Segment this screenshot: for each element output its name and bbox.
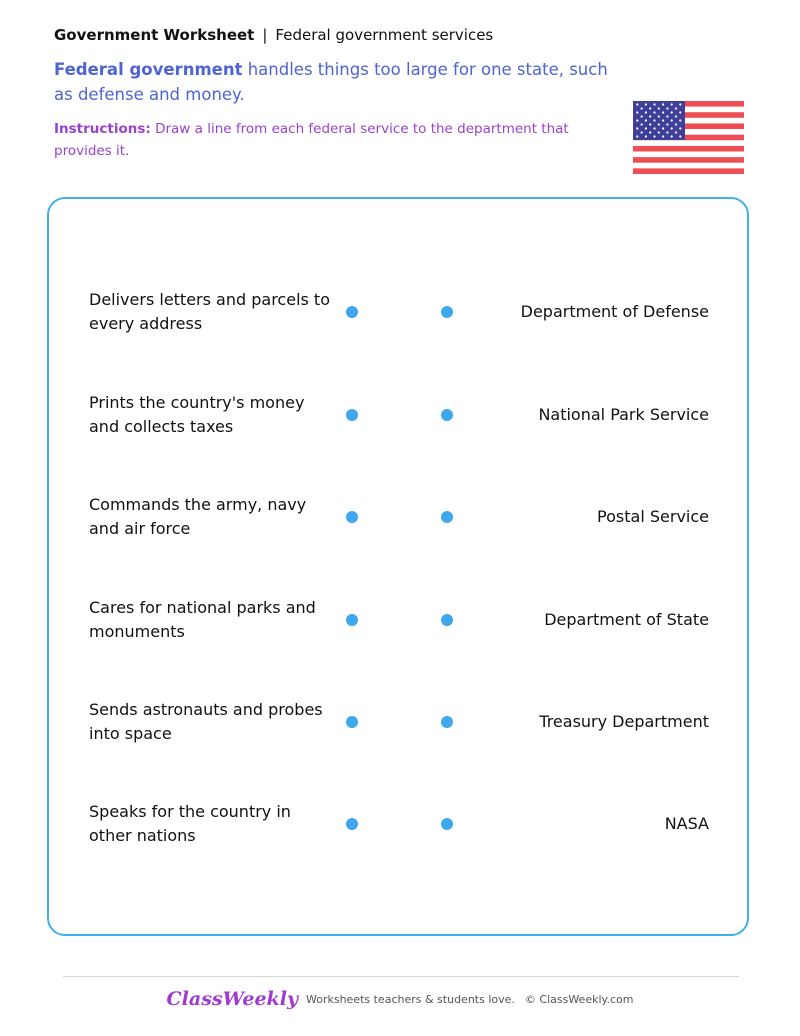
department-connector-dot[interactable] (441, 614, 453, 626)
federal-service-text: Prints the country's money and collects taxes (89, 393, 305, 436)
footer-copyright: © ClassWeekly.com (524, 993, 634, 1006)
service-connector-dot[interactable] (346, 511, 358, 523)
service-connector-dot[interactable] (346, 614, 358, 626)
match-row (49, 391, 747, 451)
intro-rest: handles things too large for one state, such as defense and money. (54, 60, 608, 104)
department-connector-dot[interactable] (441, 511, 453, 523)
instructions-label: Instructions: (54, 121, 151, 137)
intro-bold-term: Federal government (54, 60, 243, 79)
worksheet-subtitle: Federal government services (275, 26, 494, 44)
federal-service-text: Speaks for the country in other nations (89, 802, 291, 845)
match-row (49, 596, 747, 656)
service-connector-dot[interactable] (346, 409, 358, 421)
federal-service-text: Commands the army, navy and air force (89, 495, 307, 538)
department-name: Department of State (544, 610, 709, 629)
federal-service-text: Cares for national parks and monuments (89, 598, 316, 641)
service-connector-dot[interactable] (346, 716, 358, 728)
federal-service-text: Sends astronauts and probes into space (89, 700, 323, 743)
instructions-text: Draw a line from each federal service to the department that provides it. (54, 121, 569, 159)
department-connector-dot[interactable] (441, 716, 453, 728)
department-connector-dot[interactable] (441, 818, 453, 830)
header-separator: | (262, 26, 268, 44)
department-connector-dot[interactable] (441, 409, 453, 421)
match-row (49, 288, 747, 348)
service-connector-dot[interactable] (346, 306, 358, 318)
match-row (49, 800, 747, 860)
intro-text (54, 57, 614, 107)
footer-divider (63, 976, 739, 977)
footer (0, 988, 800, 1010)
department-name: National Park Service (538, 405, 709, 424)
matching-card (47, 197, 749, 936)
department-name: Treasury Department (539, 712, 709, 731)
instructions (54, 118, 594, 162)
service-connector-dot[interactable] (346, 818, 358, 830)
match-row (49, 493, 747, 553)
department-name: Department of Defense (520, 302, 709, 321)
department-connector-dot[interactable] (441, 306, 453, 318)
federal-service-text: Delivers letters and parcels to every address (89, 290, 330, 333)
department-name: NASA (664, 814, 709, 833)
brand-logo: ClassWeekly (166, 988, 298, 1010)
match-row (49, 698, 747, 758)
us-flag-icon (633, 101, 744, 174)
worksheet-header (54, 26, 493, 44)
department-name: Postal Service (597, 507, 709, 526)
worksheet-title: Government Worksheet (54, 26, 255, 44)
footer-tagline: Worksheets teachers & students love. (305, 993, 515, 1006)
